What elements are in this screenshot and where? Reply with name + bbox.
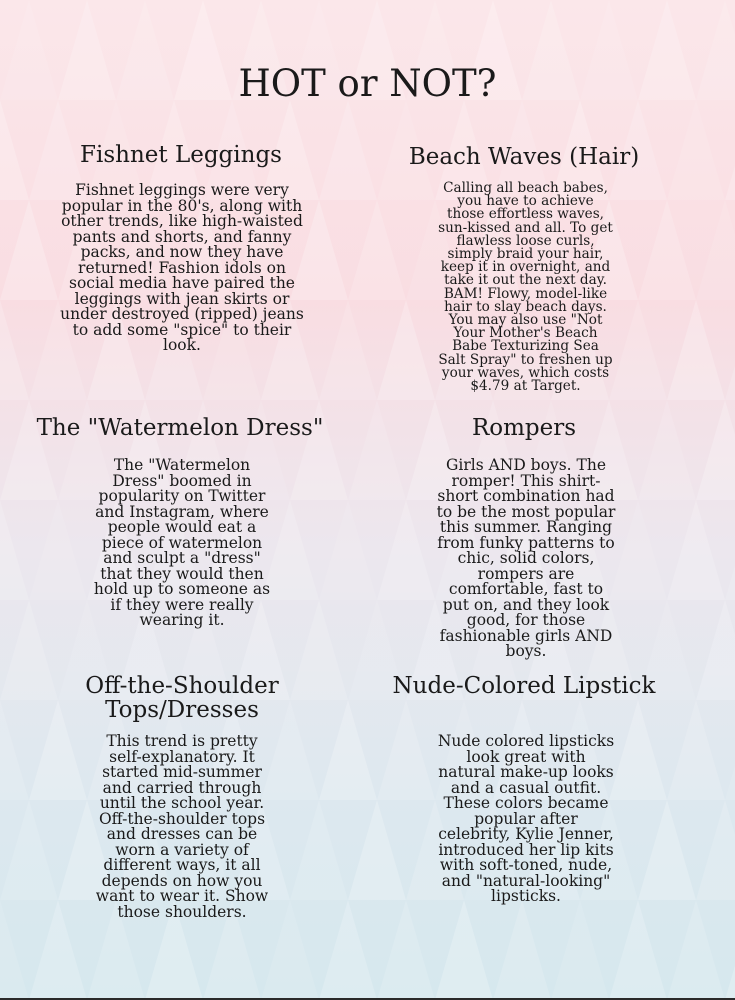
pattern-triangle (667, 300, 725, 400)
pattern-triangle (348, 400, 406, 500)
pattern-triangle (551, 900, 609, 998)
pattern-triangle (667, 500, 725, 600)
item-body-watermelon-dress: The "Watermelon Dress" boomed in popularity on Twitter and Instagram, where people would eat a piece of watermelon and sculpt a "dress" that they would then hold up to someone as if they were really wearing it. (93, 456, 271, 629)
pattern-triangle (377, 900, 435, 998)
pattern-triangle (29, 900, 87, 998)
pattern-triangle (319, 500, 377, 600)
pattern-triangle (638, 800, 696, 900)
item-heading-beach-waves: Beach Waves (Hair) (408, 144, 640, 170)
pattern-triangle (290, 800, 348, 900)
pattern-triangle (348, 200, 406, 300)
pattern-triangle (0, 100, 29, 200)
pattern-triangle (319, 300, 377, 400)
pattern-triangle (609, 500, 667, 600)
pattern-triangle (29, 500, 87, 600)
pattern-triangle (319, 900, 377, 998)
item-body-off-the-shoulder: This trend is pretty self-explanatory. It started mid-summer and carried through until the school year. Off-the-shoulder tops and dresses can be worn a variety of different ways, it all depends on how you want to wear it. Show those shoulders. (95, 732, 269, 921)
pattern-triangle (0, 800, 58, 900)
pattern-triangle (725, 300, 735, 400)
pattern-triangle (725, 900, 735, 998)
pattern-triangle (725, 500, 735, 600)
pattern-triangle (493, 900, 551, 998)
item-heading-watermelon-dress: The "Watermelon Dress" (36, 415, 324, 441)
pattern-triangle (0, 900, 29, 998)
pattern-triangle (638, 200, 696, 300)
pattern-triangle (696, 200, 735, 300)
item-heading-rompers: Rompers (471, 415, 577, 441)
item-body-fishnet-leggings: Fishnet leggings were very popular in the 80's, along with other trends, like high-waisted pants and shorts, and fanny packs, and now they have returned! Fashion idols on social media have paired the leggings with jean skirts or under destroyed (ripped) jeans to add some "spice" to their look. (60, 181, 304, 354)
item-heading-nude-lipstick: Nude-Colored Lipstick (392, 673, 656, 699)
pattern-triangle (696, 400, 735, 500)
item-heading-fishnet-leggings: Fishnet Leggings (80, 142, 282, 168)
pattern-triangle (696, 800, 735, 900)
pattern-triangle (0, 500, 29, 600)
pattern-triangle (377, 500, 435, 600)
pattern-triangle (0, 300, 29, 400)
item-heading-off-the-shoulder: Off-the-Shoulder Tops/Dresses (85, 673, 279, 723)
pattern-triangle (609, 700, 667, 800)
pattern-triangle (667, 700, 725, 800)
pattern-triangle (319, 700, 377, 800)
pattern-triangle (0, 200, 58, 300)
page-title: HOT or NOT? (238, 62, 497, 105)
pattern-triangle (348, 800, 406, 900)
pattern-triangle (667, 100, 725, 200)
item-body-nude-lipstick: Nude colored lipsticks look great with natural make-up looks and a casual outfit. These colors became popular after celebrity, Kylie Jenner, introduced her lip kits with soft-toned, nude, and "natural-looking" lipsticks. (437, 732, 615, 905)
item-body-beach-waves: Calling all beach babes, you have to achieve those effortless waves, sun-kissed and all. To get flawless loose curls, simply braid your hair, keep it in overnight, and take it out the next day. BAM! Flowy, model-like hair to slay beach days. You may also use "Not Your Mother's Beach Babe Texturizing Sea Salt Spray" to freshen up your waves, which costs $4.79 at Target. (438, 180, 613, 395)
pattern-triangle (725, 700, 735, 800)
pattern-triangle (638, 400, 696, 500)
pattern-triangle (725, 100, 735, 200)
pattern-triangle (609, 300, 667, 400)
pattern-triangle (377, 300, 435, 400)
pattern-triangle (609, 900, 667, 998)
pattern-triangle (377, 700, 435, 800)
pattern-triangle (0, 700, 29, 800)
item-body-rompers: Girls AND boys. The romper! This shirt-short combination had to be the most popular this summer. Ranging from funky patterns to chic, solid colors, rompers are comfortable, fast to put on, and they look good, for those fashionable girls AND boys. (436, 456, 616, 660)
pattern-triangle (667, 900, 725, 998)
pattern-triangle (0, 600, 58, 700)
pattern-triangle (435, 900, 493, 998)
pattern-triangle (696, 600, 735, 700)
